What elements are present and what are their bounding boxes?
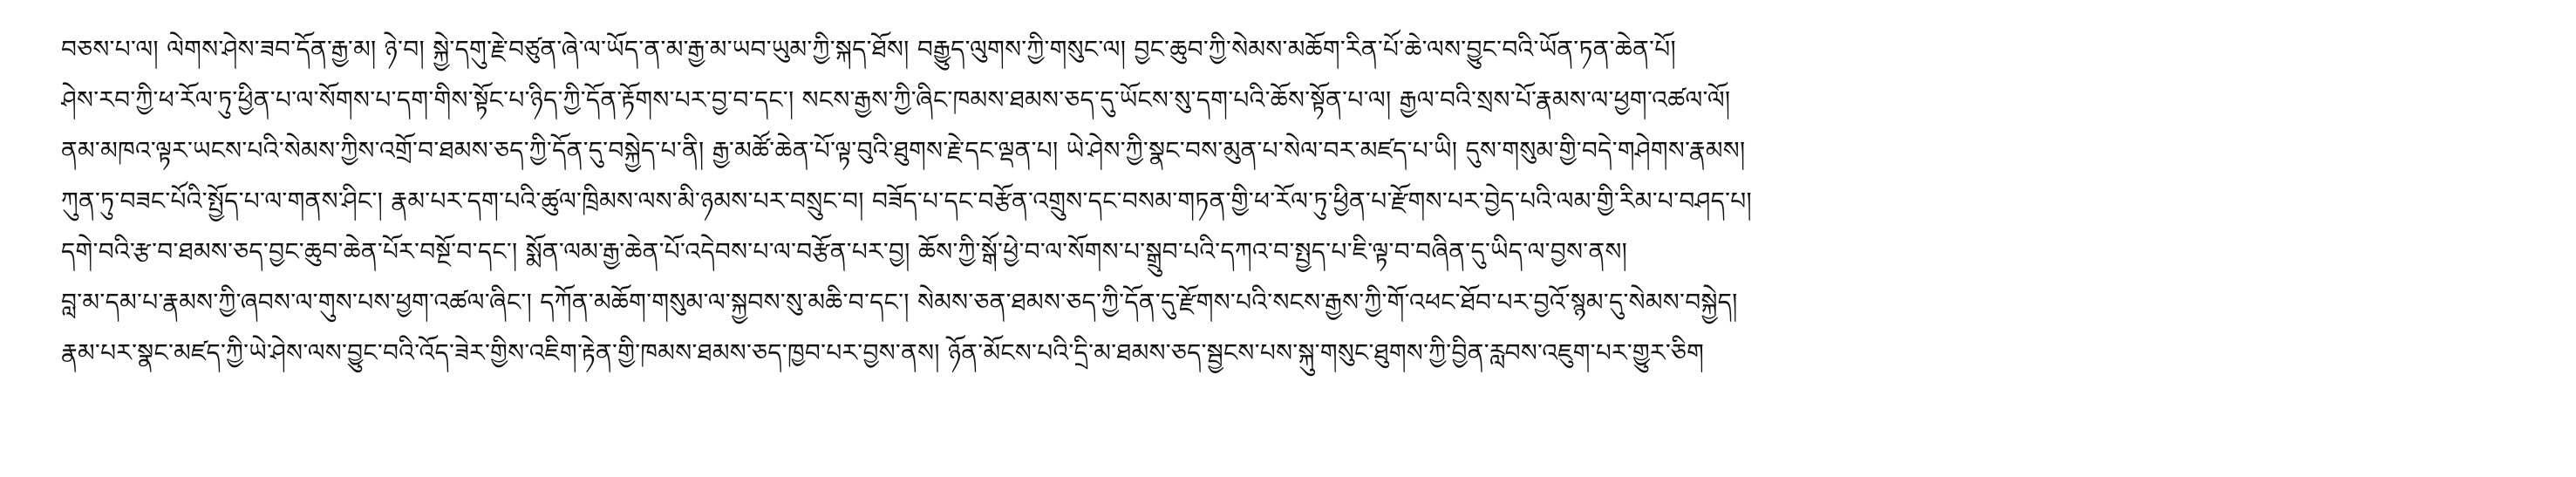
text-line-1: བཅས་པ་ལ། ལེགས་ཤེས་ཟབ་དོན་རྒྱ་མ། ཉེ་བ། སྐྱེ་དགུ་རྗེ་བཙུན་ཞེ་ལ་ཡོད་ན་མ་རྒྱ་མ་ཡབ་ཡུམ་ཀྱི་སྐད་ཐོས། བརྒྱུད་ལུགས་ཀྱི་གསུང་ལ། བྱང་ཆུབ་ཀྱི་སེམས་མཆོག་རིན་པོ་ཆེ་ལས་བྱུང་བའི་ཡོན་ཏན་ཆེན་པོ། bbox=[61, 35, 1676, 64]
text-line-4: ཀུན་ཏུ་བཟང་པོའི་སྤྱོད་པ་ལ་གནས་ཤིང་། རྣམ་པར་དག་པའི་ཚུལ་ཁྲིམས་ལས་མི་ཉམས་པར་བསྲུང་བ། བཟོད་པ་དང་བརྩོན་འགྲུས་དང་བསམ་གཏན་གྱི་ཕ་རོལ་ཏུ་ཕྱིན་པ་རྫོགས་པར་བྱེད་པའི་ལམ་གྱི་རིམ་པ་བཤད་པ། bbox=[61, 187, 1753, 215]
text-line-5: དགེ་བའི་རྩ་བ་ཐམས་ཅད་བྱང་ཆུབ་ཆེན་པོར་བསྔོ་བ་དང་། སྨོན་ལམ་རྒྱ་ཆེན་པོ་འདེབས་པ་ལ་བརྩོན་པར་བྱ། ཆོས་ཀྱི་སྒོ་ཕྱེ་བ་ལ་སོགས་པ་སྒྲུབ་པའི་དཀའ་བ་སྤྱད་པ་ཇི་ལྟ་བ་བཞིན་དུ་ཡིད་ལ་བྱས་ནས། bbox=[61, 237, 1628, 266]
text-line-3: ནམ་མཁའ་ལྟར་ཡངས་པའི་སེམས་ཀྱིས་འགྲོ་བ་ཐམས་ཅད་ཀྱི་དོན་དུ་བསྐྱེད་པ་ནི། རྒྱ་མཚོ་ཆེན་པོ་ལྟ་བུའི་ཐུགས་རྗེ་དང་ལྡན་པ། ཡེ་ཤེས་ཀྱི་སྣང་བས་མུན་པ་སེལ་བར་མཛད་པ་ཡི། དུས་གསུམ་གྱི་བདེ་གཤེགས་རྣམས། bbox=[61, 136, 1746, 165]
text-line-7: རྣམ་པར་སྣང་མཛད་ཀྱི་ཡེ་ཤེས་ལས་བྱུང་བའི་འོད་ཟེར་གྱིས་འཇིག་རྟེན་གྱི་ཁམས་ཐམས་ཅད་ཁྱབ་པར་བྱས་ནས། ཉོན་མོངས་པའི་དྲི་མ་ཐམས་ཅད་སྦྱངས་པས་སྐུ་གསུང་ཐུགས་ཀྱི་བྱིན་རླབས་འཇུག་པར་གྱུར་ཅིག bbox=[61, 338, 1705, 367]
text-line-2: ཤེས་རབ་ཀྱི་ཕ་རོལ་ཏུ་ཕྱིན་པ་ལ་སོགས་པ་དག་གིས་སྟོང་པ་ཉིད་ཀྱི་དོན་རྟོགས་པར་བྱ་བ་དང་། སངས་རྒྱས་ཀྱི་ཞིང་ཁམས་ཐམས་ཅད་དུ་ཡོངས་སུ་དག་པའི་ཆོས་སྟོན་པ་ལ། རྒྱལ་བའི་སྲས་པོ་རྣམས་ལ་ཕྱག་འཚལ་ལོ། bbox=[61, 85, 1731, 114]
text-line-6: བླ་མ་དམ་པ་རྣམས་ཀྱི་ཞབས་ལ་གུས་པས་ཕྱག་འཚལ་ཞིང་། དཀོན་མཆོག་གསུམ་ལ་སྐྱབས་སུ་མཆི་བ་དང་། སེམས་ཅན་ཐམས་ཅད་ཀྱི་དོན་དུ་རྫོགས་པའི་སངས་རྒྱས་ཀྱི་གོ་འཕང་ཐོབ་པར་བྱའོ་སྙམ་དུ་སེམས་བསྐྱེད། bbox=[61, 288, 1738, 317]
manuscript-page bbox=[61, 24, 2538, 434]
